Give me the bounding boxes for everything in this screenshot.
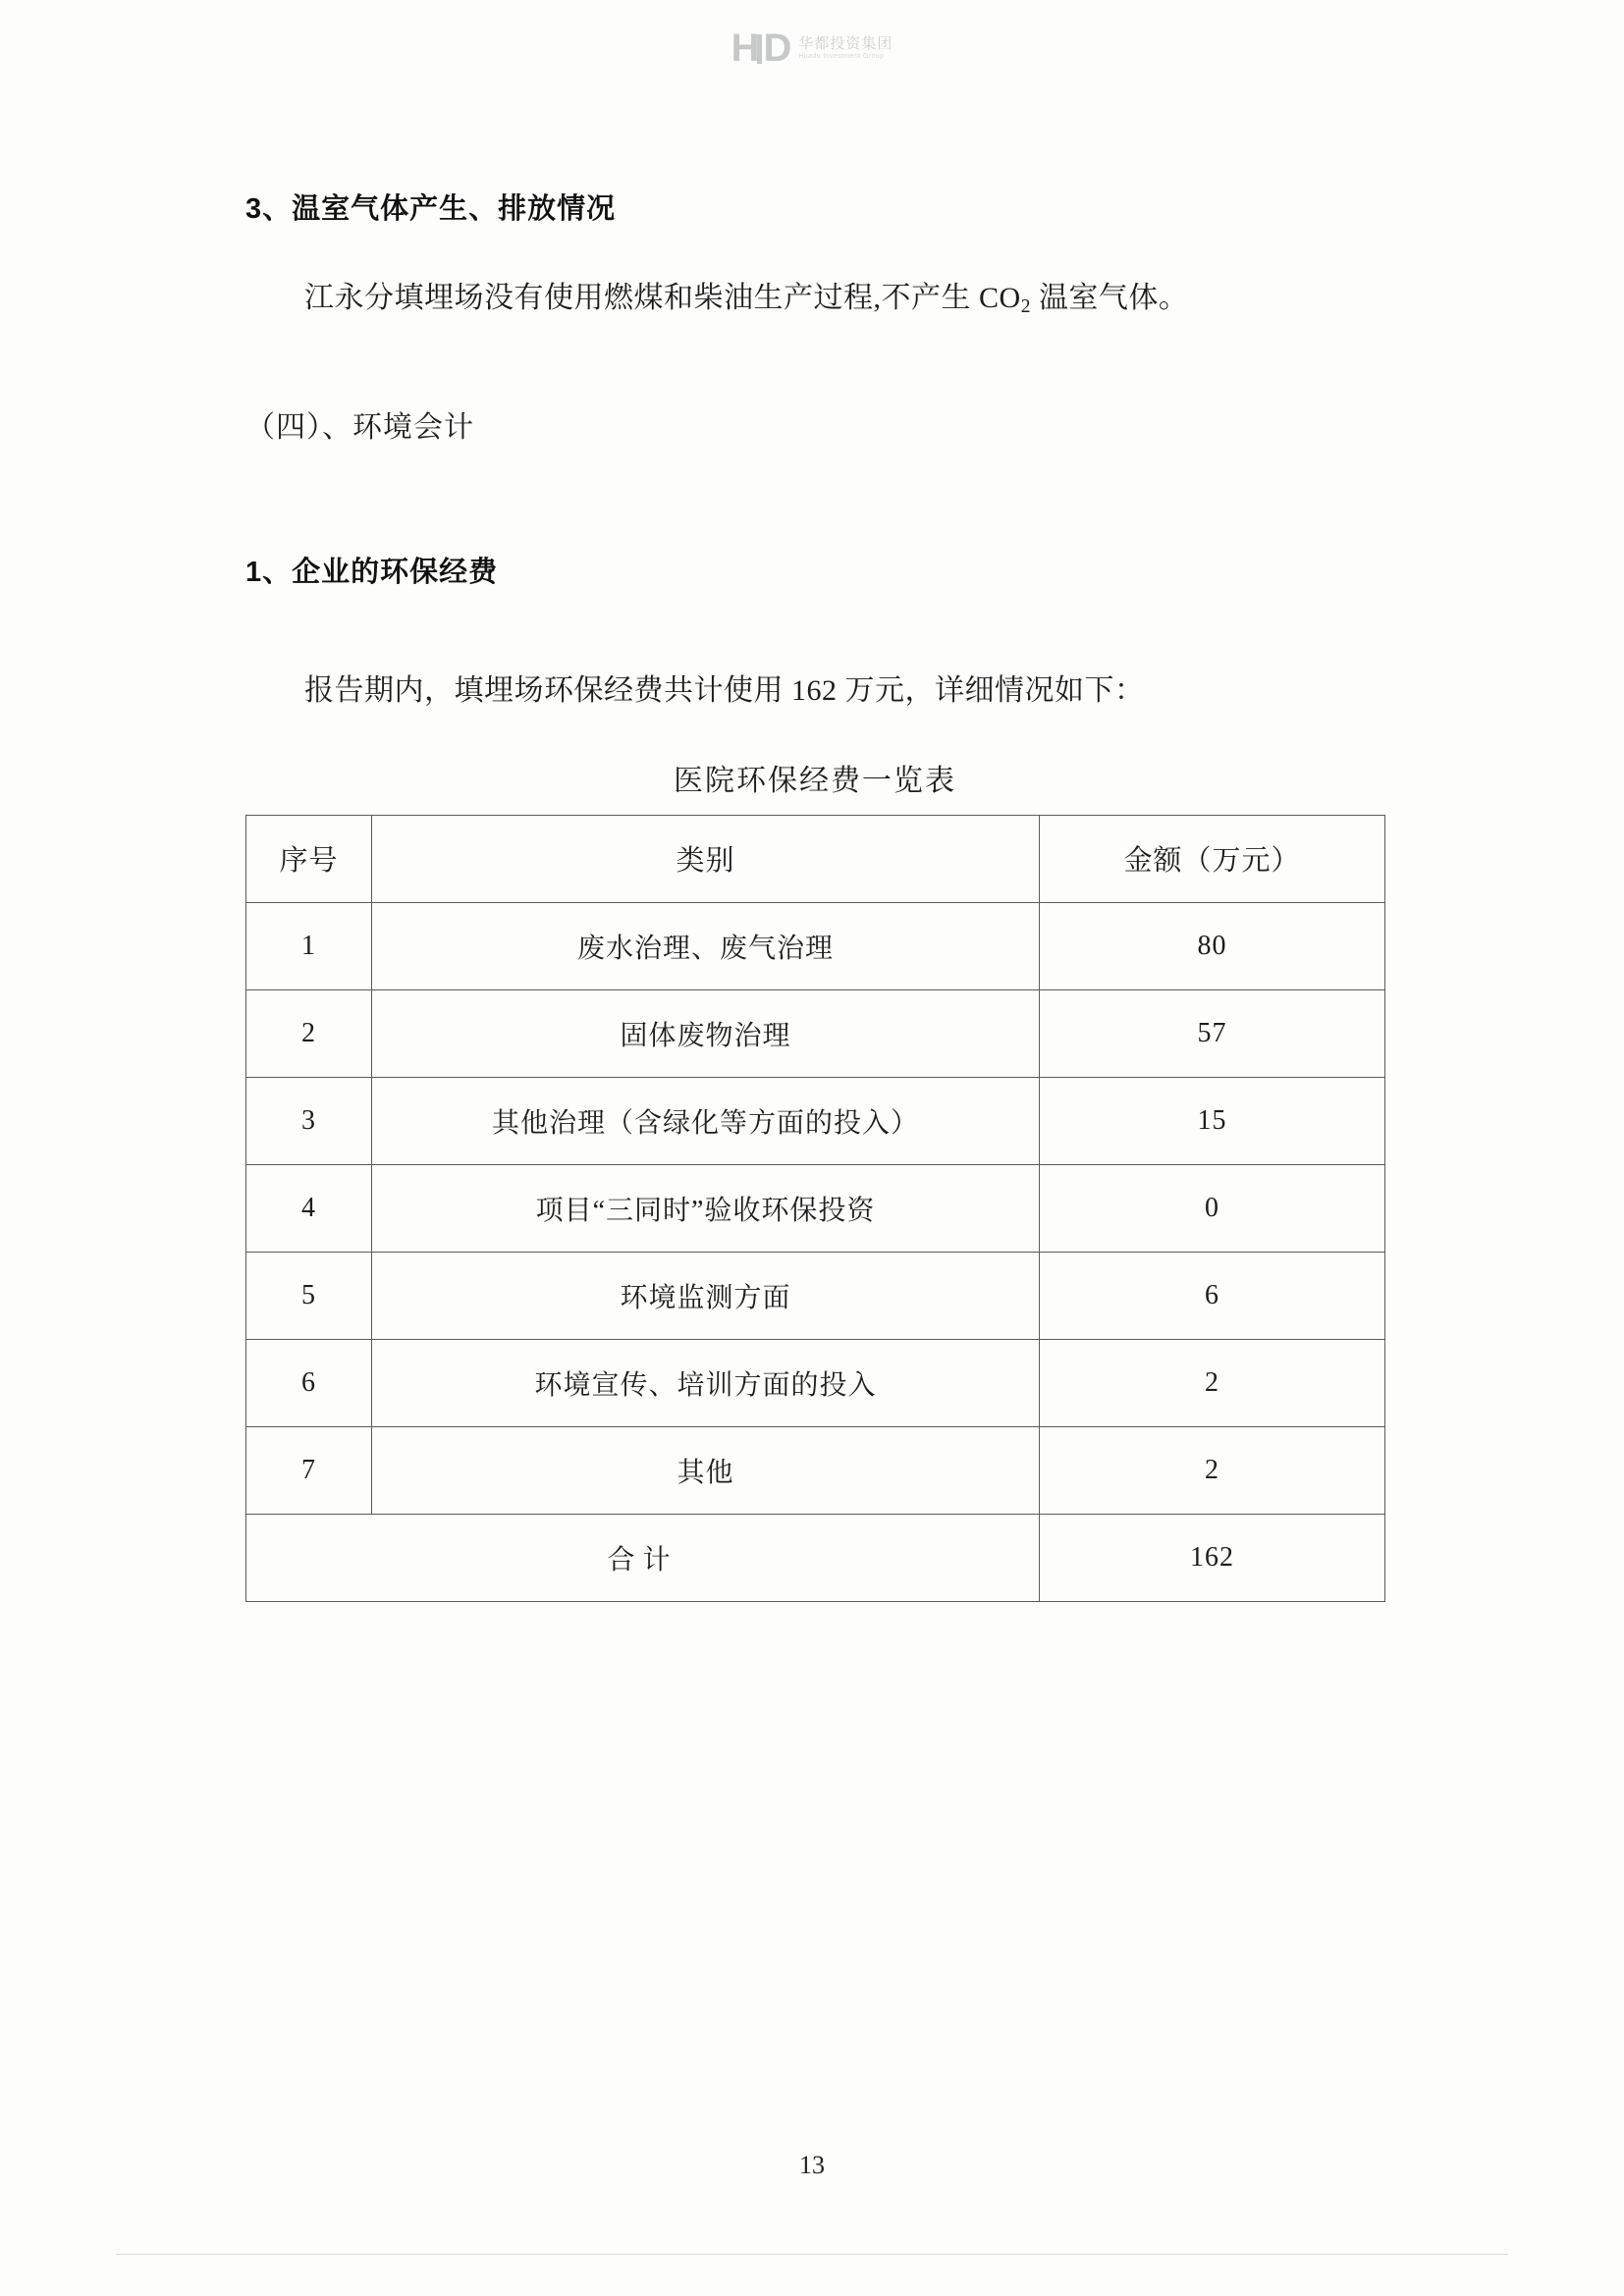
cell-amount: 80 [1040,902,1385,989]
section-heading-4: （四）、环境会计 [245,410,474,444]
environmental-fee-table [245,815,1385,1602]
cell-category: 其他治理（含绿化等方面的投入） [372,1077,1040,1164]
cell-no: 7 [246,1426,372,1514]
column-header-amount: 金额（万元） [1040,815,1385,902]
cell-category: 固体废物治理 [372,989,1040,1077]
cell-no: 4 [246,1164,372,1252]
cell-category: 废水治理、废气治理 [372,902,1040,989]
cell-category: 环境监测方面 [372,1252,1040,1339]
section-3-paragraph-part2: 温室气体。 [1030,282,1189,314]
table-row [246,1339,1385,1426]
cell-no: 2 [246,989,372,1077]
cell-category: 其他 [372,1426,1040,1514]
cell-category: 环境宣传、培训方面的投入 [372,1339,1040,1426]
cell-no: 6 [246,1339,372,1426]
section-3-paragraph-part1: 江永分填埋场没有使用燃煤和柴油生产过程,不产生 CO [304,282,1021,314]
cell-total-label: 合计 [246,1514,1040,1601]
cell-amount: 15 [1040,1077,1385,1164]
company-logo-icon: H D [731,27,789,70]
cell-category: 项目“三同时”验收环保投资 [372,1164,1040,1252]
company-name-en: Huadu Investment Group [798,52,885,60]
cell-total-amount: 162 [1040,1514,1385,1601]
cell-no: 5 [246,1252,372,1339]
document-body [245,187,1384,1602]
table-total-row [246,1514,1385,1601]
table-title: 医院环保经费一览表 [674,764,956,797]
table-header-row [246,815,1385,902]
section-4-paragraph: 报告期内，填埋场环保经费共计使用 162 万元，详细情况如下： [304,673,1145,707]
subsection-heading-1: 1、企业的环保经费 [245,556,499,588]
section-heading-3: 3、温室气体产生、排放情况 [245,193,617,225]
cell-no: 1 [246,902,372,989]
section-3-paragraph [245,270,1384,328]
letterhead-logo [0,14,1624,82]
table-row [246,1164,1385,1252]
cell-amount: 6 [1040,1252,1385,1339]
footer-divider [116,2254,1508,2255]
cell-no: 3 [246,1077,372,1164]
co2-subscript: 2 [1020,295,1031,317]
table-row [246,1426,1385,1514]
company-name-cn: 华都投资集团 [798,35,893,53]
table-row [246,1252,1385,1339]
column-header-no: 序号 [246,815,372,902]
column-header-category: 类别 [372,815,1040,902]
table-row [246,902,1385,989]
company-logo-text [798,35,893,60]
table-row [246,1077,1385,1164]
cell-amount: 2 [1040,1426,1385,1514]
cell-amount: 2 [1040,1339,1385,1426]
page-number: 13 [799,2151,825,2179]
table-row [246,989,1385,1077]
cell-amount: 57 [1040,989,1385,1077]
cell-amount: 0 [1040,1164,1385,1252]
